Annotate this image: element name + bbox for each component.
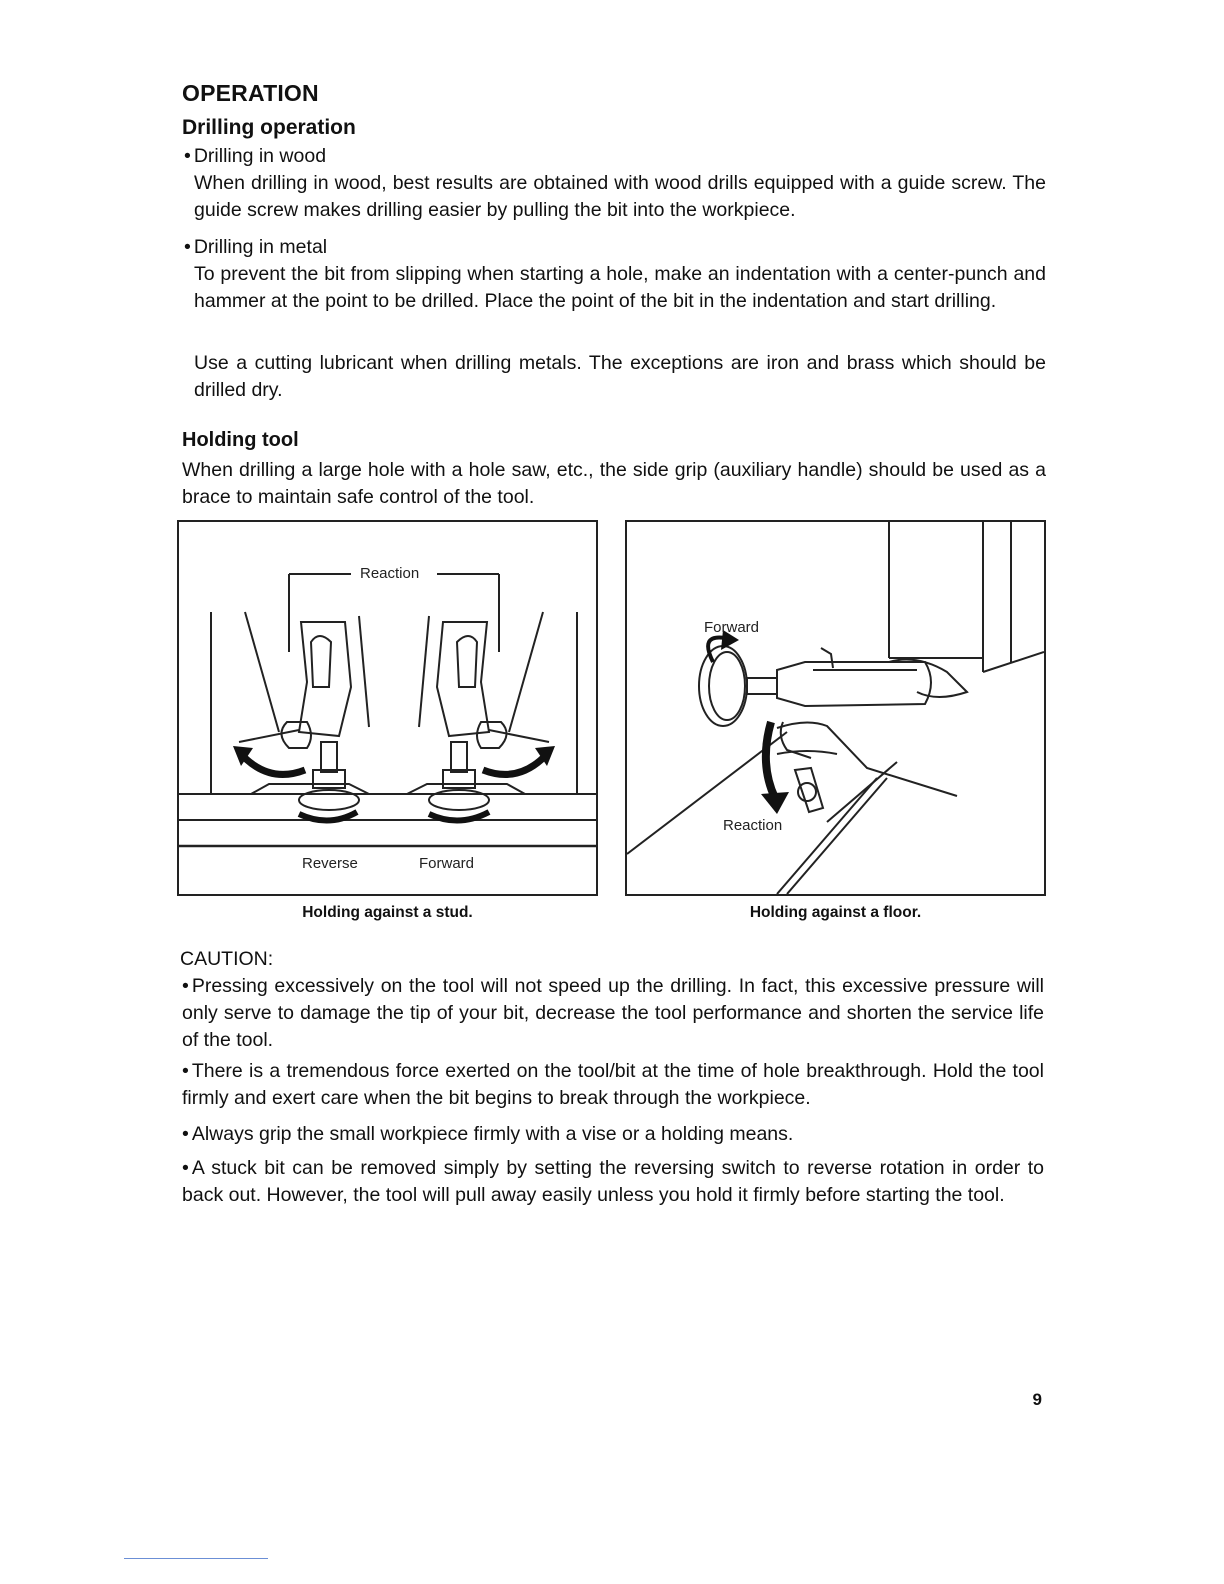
drilling-metal-text2: Use a cutting lubricant when drilling metals. The exceptions are iron and brass which should be drilled dry. <box>194 352 1046 401</box>
caution-title: CAUTION: <box>180 948 274 970</box>
page-number: 9 <box>1032 1390 1042 1409</box>
caution-item-4: • A stuck bit can be removed simply by setting the reversing switch to reverse rotation in order to back out. However, the tool will pull away easily unless you hold it firmly before starting the tool. <box>182 1155 1044 1209</box>
stud-reverse-label: Reverse <box>302 855 358 872</box>
holding-tool-heading: Holding tool <box>182 429 299 451</box>
drilling-metal-label: • Drilling in metal <box>184 234 327 261</box>
drilling-wood-label: • Drilling in wood <box>184 143 326 170</box>
stud-reaction-label: Reaction <box>360 565 420 582</box>
figure-holding-floor <box>625 520 1046 896</box>
floor-reaction-label: Reaction <box>723 817 783 834</box>
section-title: OPERATION <box>182 80 319 106</box>
floor-forward-label: Forward <box>704 619 760 636</box>
caution-item-2: • There is a tremendous force exerted on the tool/bit at the time of hole breakthrough. Hold the tool firmly and exert care when the bit begins to break through the workpiece. <box>182 1058 1044 1112</box>
floor-caption: Holding against a floor. <box>749 904 922 921</box>
stud-caption: Holding against a stud. <box>302 904 473 921</box>
figure-holding-stud <box>177 520 598 896</box>
drilling-metal-text1: To prevent the bit from slipping when starting a hole, make an indentation with a center-punch and hammer at the point to be drilled. Place the point of the bit in the indentation and start drilling. <box>194 263 1046 312</box>
footer-rule <box>124 1558 268 1559</box>
stud-forward-label: Forward <box>419 855 475 872</box>
floor-illustration <box>627 522 1044 894</box>
drilling-operation-heading: Drilling operation <box>182 116 356 139</box>
holding-tool-text: When drilling a large hole with a hole saw, etc., the side grip (auxiliary handle) should be used as a brace to maintain safe control of the tool. <box>182 459 1046 508</box>
stud-illustration <box>179 522 596 894</box>
drilling-wood-text: When drilling in wood, best results are obtained with wood drills equipped with a guide screw. The guide screw makes drilling easier by pulling the bit into the workpiece. <box>194 172 1046 221</box>
caution-item-1: • Pressing excessively on the tool will not speed up the drilling. In fact, this excessive pressure will only serve to damage the tip of your bit, decrease the tool performance and shorten the service life of the tool. <box>182 973 1044 1054</box>
caution-item-3: • Always grip the small workpiece firmly with a vise or a holding means. <box>182 1121 1044 1148</box>
